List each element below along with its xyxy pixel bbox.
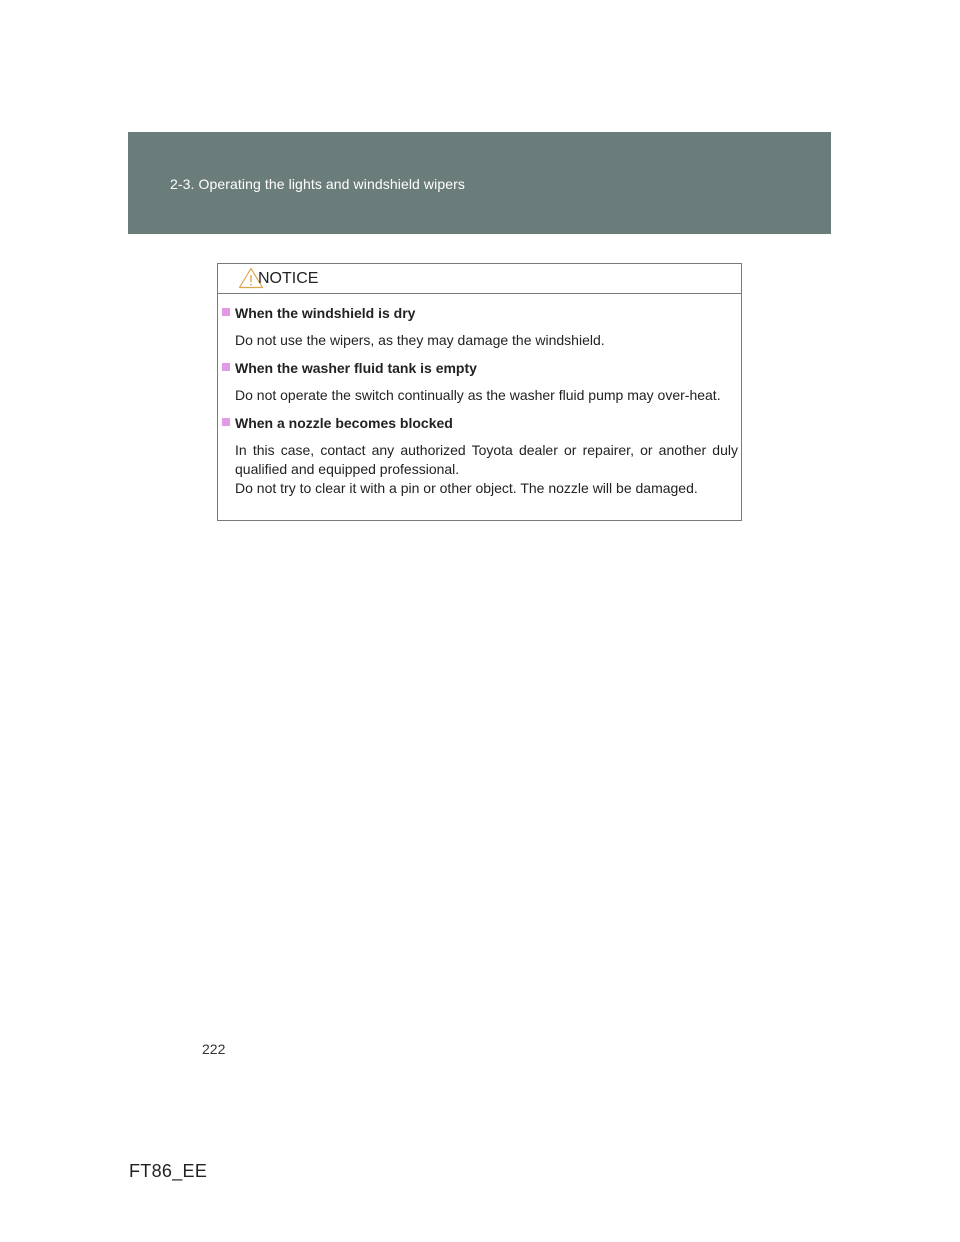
notice-item-heading-text: When the washer fluid tank is empty — [235, 360, 477, 376]
notice-box — [217, 263, 742, 521]
notice-body — [218, 304, 743, 498]
notice-item — [218, 304, 743, 350]
notice-item-heading-text: When a nozzle becomes blocked — [235, 415, 453, 431]
notice-item-heading — [218, 359, 743, 377]
notice-item-text — [235, 441, 738, 498]
page-number: 222 — [202, 1041, 226, 1057]
document-code: FT86_EE — [129, 1161, 208, 1181]
chapter-header-band — [128, 132, 831, 234]
notice-item-line: Do not try to clear it with a pin or other object. The nozzle will be damaged. — [235, 480, 698, 496]
notice-item-line: Do not operate the switch continually as the washer fluid pump may over-heat. — [235, 387, 721, 403]
notice-item — [218, 359, 743, 405]
section-title: 2-3. Operating the lights and windshield wipers — [170, 176, 465, 192]
notice-header — [218, 264, 741, 294]
notice-item-heading-text: When the windshield is dry — [235, 305, 416, 321]
notice-item-text — [235, 386, 738, 405]
notice-item-heading — [218, 414, 743, 432]
notice-item-line: In this case, contact any authorized Toyota dealer or repairer, or another duly qualified and equipped professional. — [235, 442, 738, 477]
notice-item-heading — [218, 304, 743, 322]
square-bullet-icon — [222, 308, 230, 316]
square-bullet-icon — [222, 418, 230, 426]
notice-item — [218, 414, 743, 498]
notice-title: NOTICE — [258, 270, 319, 287]
notice-item-line: Do not use the wipers, as they may damage the windshield. — [235, 332, 605, 348]
notice-item-text — [235, 331, 738, 350]
square-bullet-icon — [222, 363, 230, 371]
